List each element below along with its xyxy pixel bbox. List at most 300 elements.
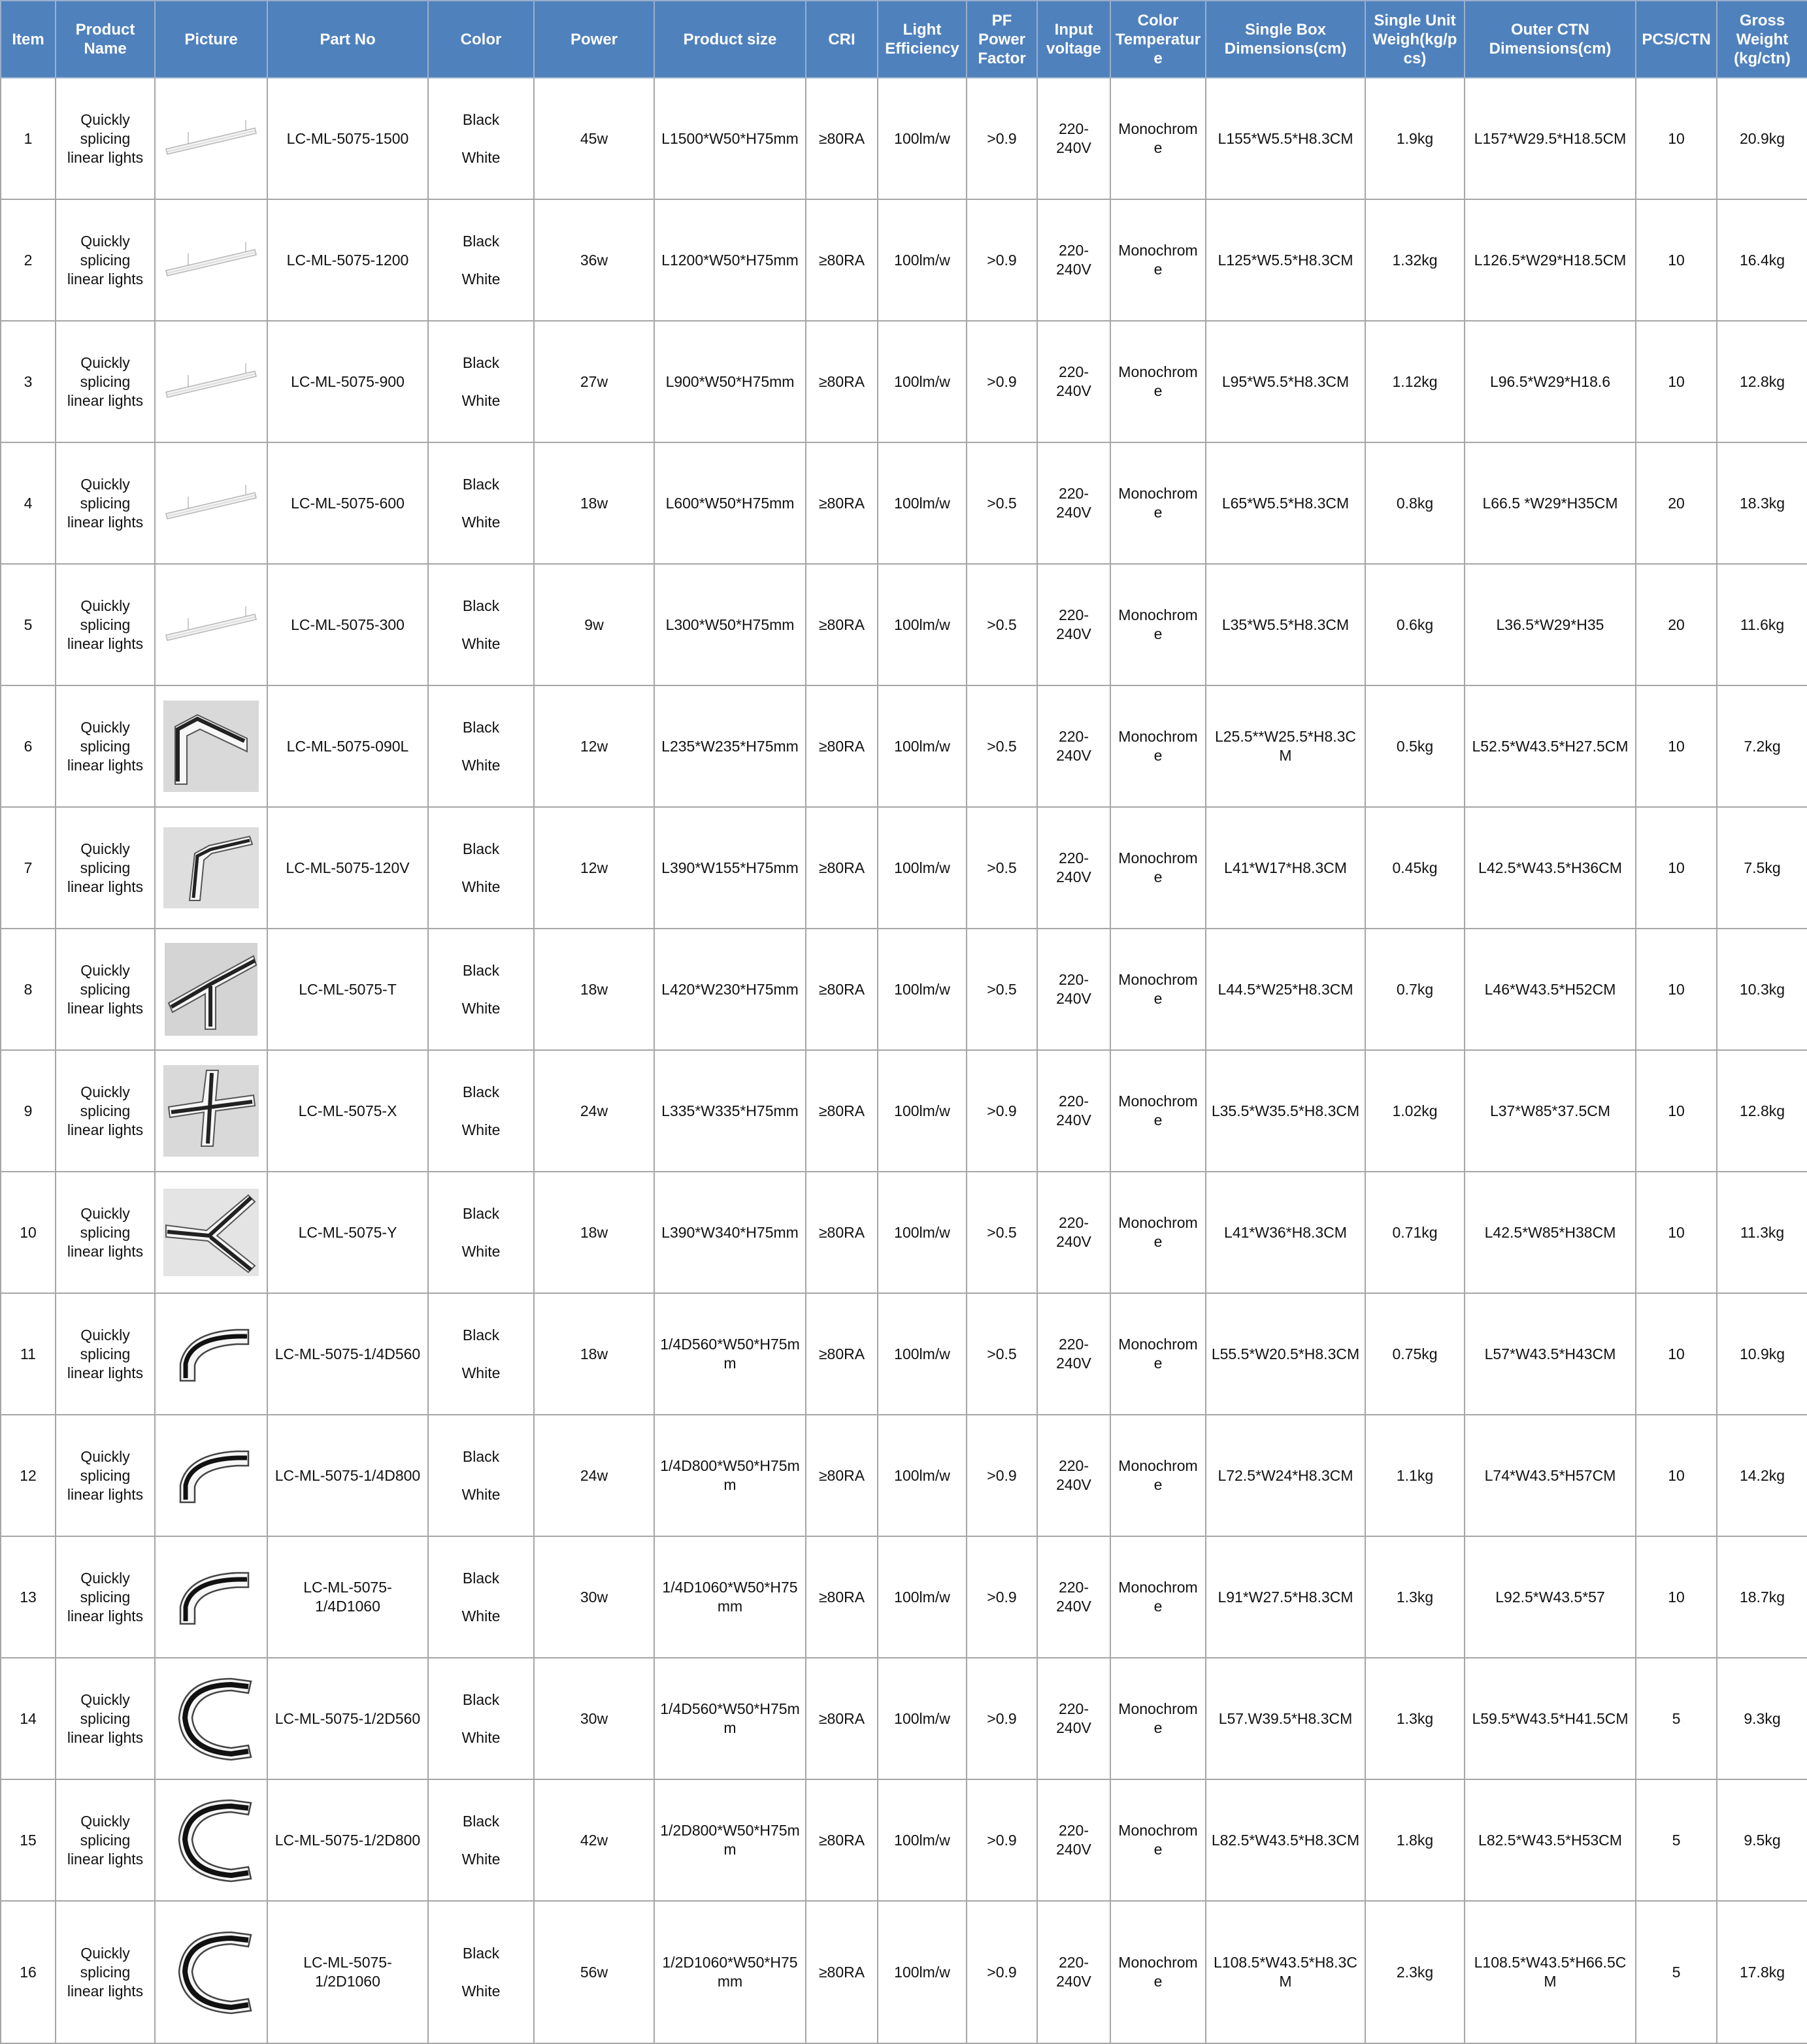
power-cell: 30w [534, 1658, 654, 1779]
color-option-black: Black [462, 1570, 500, 1587]
color-cell [428, 442, 534, 564]
header-single-box-dimensions: Single Box Dimensions(cm) [1206, 1, 1365, 78]
input-voltage-cell: 220-240V [1037, 1050, 1110, 1172]
color-temperature-cell: Monochrome [1110, 1658, 1206, 1779]
product-size-cell: L335*W335*H75mm [654, 1050, 806, 1172]
part-no-cell: LC-ML-5075-300 [267, 564, 428, 685]
header-gross-weight: Gross Weight (kg/ctn) [1717, 1, 1807, 78]
input-voltage-cell: 220-240V [1037, 1415, 1110, 1536]
color-cell [428, 78, 534, 199]
single-box-dimensions-cell: L44.5*W25*H8.3CM [1206, 929, 1365, 1050]
power-cell: 18w [534, 1172, 654, 1293]
part-no-cell: LC-ML-5075-X [267, 1050, 428, 1172]
picture-cell [155, 807, 267, 929]
color-temperature-cell: Monochrome [1110, 199, 1206, 321]
single-box-dimensions-cell: L65*W5.5*H8.3CM [1206, 442, 1365, 564]
picture-cell [155, 321, 267, 442]
half-arc-light-icon [162, 1924, 260, 2020]
product-size-cell: L420*W230*H75mm [654, 929, 806, 1050]
single-unit-weight-cell: 0.71kg [1365, 1172, 1465, 1293]
color-option-white: White [461, 514, 501, 531]
power-factor-cell: >0.5 [967, 564, 1037, 685]
table-row [1, 1172, 1807, 1293]
power-cell: 56w [534, 1901, 654, 2043]
cri-cell: ≥80RA [806, 1779, 878, 1901]
color-option-black: Black [462, 1691, 500, 1708]
power-factor-cell: >0.9 [967, 199, 1037, 321]
color-option-white: White [461, 1000, 501, 1017]
product-name-cell: Quickly splicing linear lights [56, 321, 155, 442]
input-voltage-cell: 220-240V [1037, 1293, 1110, 1415]
pcs-ctn-cell: 10 [1636, 685, 1717, 807]
light-efficiency-cell: 100lm/w [878, 1901, 967, 2043]
pcs-ctn-cell: 10 [1636, 1293, 1717, 1415]
quarter-arc-light-icon [162, 1306, 260, 1402]
light-efficiency-cell: 100lm/w [878, 564, 967, 685]
header-row [1, 1, 1807, 78]
gross-weight-cell: 18.7kg [1717, 1536, 1807, 1658]
outer-ctn-dimensions-cell: L92.5*W43.5*57 [1465, 1536, 1636, 1658]
product-size-cell: 1/2D1060*W50*H75mm [654, 1901, 806, 2043]
product-size-cell: L1200*W50*H75mm [654, 199, 806, 321]
product-size-cell: L600*W50*H75mm [654, 442, 806, 564]
part-no-cell: LC-ML-5075-1/2D560 [267, 1658, 428, 1779]
color-option-white: White [461, 392, 501, 409]
light-efficiency-cell: 100lm/w [878, 321, 967, 442]
table-row [1, 564, 1807, 685]
single-unit-weight-cell: 0.6kg [1365, 564, 1465, 685]
pcs-ctn-cell: 5 [1636, 1779, 1717, 1901]
gross-weight-cell: 10.9kg [1717, 1293, 1807, 1415]
color-temperature-cell: Monochrome [1110, 1779, 1206, 1901]
cri-cell: ≥80RA [806, 1293, 878, 1415]
color-cell [428, 321, 534, 442]
power-factor-cell: >0.9 [967, 1536, 1037, 1658]
cri-cell: ≥80RA [806, 1658, 878, 1779]
item-cell: 5 [1, 564, 56, 685]
product-name-cell: Quickly splicing linear lights [56, 1415, 155, 1536]
color-option-white: White [461, 757, 501, 774]
color-option-black: Black [462, 233, 500, 250]
gross-weight-cell: 17.8kg [1717, 1901, 1807, 2043]
picture-cell [155, 1901, 267, 2043]
gross-weight-cell: 16.4kg [1717, 199, 1807, 321]
outer-ctn-dimensions-cell: L66.5 *W29*H35CM [1465, 442, 1636, 564]
power-cell: 18w [534, 442, 654, 564]
product-size-cell: L300*W50*H75mm [654, 564, 806, 685]
color-temperature-cell: Monochrome [1110, 442, 1206, 564]
cri-cell: ≥80RA [806, 199, 878, 321]
item-cell: 10 [1, 1172, 56, 1293]
light-efficiency-cell: 100lm/w [878, 1779, 967, 1901]
item-cell: 2 [1, 199, 56, 321]
part-no-cell: LC-ML-5075-900 [267, 321, 428, 442]
product-name-cell: Quickly splicing linear lights [56, 1293, 155, 1415]
power-cell: 45w [534, 78, 654, 199]
straight-linear-light-icon [162, 90, 260, 187]
header-picture: Picture [155, 1, 267, 78]
single-unit-weight-cell: 0.45kg [1365, 807, 1465, 929]
pcs-ctn-cell: 10 [1636, 807, 1717, 929]
table-row [1, 1050, 1807, 1172]
header-pcs-ctn: PCS/CTN [1636, 1, 1717, 78]
cri-cell: ≥80RA [806, 929, 878, 1050]
gross-weight-cell: 12.8kg [1717, 321, 1807, 442]
power-factor-cell: >0.9 [967, 321, 1037, 442]
color-option-white: White [461, 635, 501, 652]
picture-cell [155, 1293, 267, 1415]
power-cell: 24w [534, 1415, 654, 1536]
color-cell [428, 1050, 534, 1172]
input-voltage-cell: 220-240V [1037, 442, 1110, 564]
part-no-cell: LC-ML-5075-1/4D560 [267, 1293, 428, 1415]
pcs-ctn-cell: 5 [1636, 1901, 1717, 2043]
power-cell: 27w [534, 321, 654, 442]
single-box-dimensions-cell: L82.5*W43.5*H8.3CM [1206, 1779, 1365, 1901]
color-temperature-cell: Monochrome [1110, 1415, 1206, 1536]
color-cell [428, 1901, 534, 2043]
single-unit-weight-cell: 1.02kg [1365, 1050, 1465, 1172]
product-name-cell: Quickly splicing linear lights [56, 199, 155, 321]
l-connector-light-icon [162, 698, 260, 795]
picture-cell [155, 442, 267, 564]
part-no-cell: LC-ML-5075-1/4D800 [267, 1415, 428, 1536]
product-name-cell: Quickly splicing linear lights [56, 78, 155, 199]
input-voltage-cell: 220-240V [1037, 929, 1110, 1050]
color-temperature-cell: Monochrome [1110, 321, 1206, 442]
color-option-black: Black [462, 476, 500, 493]
power-factor-cell: >0.9 [967, 78, 1037, 199]
product-size-cell: 1/4D560*W50*H75mm [654, 1658, 806, 1779]
single-unit-weight-cell: 1.8kg [1365, 1779, 1465, 1901]
single-unit-weight-cell: 1.9kg [1365, 78, 1465, 199]
outer-ctn-dimensions-cell: L157*W29.5*H18.5CM [1465, 78, 1636, 199]
pcs-ctn-cell: 5 [1636, 1658, 1717, 1779]
part-no-cell: LC-ML-5075-1500 [267, 78, 428, 199]
item-cell: 6 [1, 685, 56, 807]
pcs-ctn-cell: 10 [1636, 1172, 1717, 1293]
color-option-black: Black [462, 840, 500, 857]
single-unit-weight-cell: 0.8kg [1365, 442, 1465, 564]
color-option-black: Black [462, 1448, 500, 1465]
y-connector-light-icon [162, 1184, 260, 1281]
header-part-no: Part No [267, 1, 428, 78]
pcs-ctn-cell: 20 [1636, 442, 1717, 564]
single-box-dimensions-cell: L91*W27.5*H8.3CM [1206, 1536, 1365, 1658]
color-option-black: Black [462, 1083, 500, 1100]
single-unit-weight-cell: 1.3kg [1365, 1658, 1465, 1779]
outer-ctn-dimensions-cell: L42.5*W43.5*H36CM [1465, 807, 1636, 929]
input-voltage-cell: 220-240V [1037, 1172, 1110, 1293]
power-factor-cell: >0.9 [967, 1415, 1037, 1536]
input-voltage-cell: 220-240V [1037, 199, 1110, 321]
single-box-dimensions-cell: L41*W17*H8.3CM [1206, 807, 1365, 929]
product-size-cell: 1/4D1060*W50*H75mm [654, 1536, 806, 1658]
color-temperature-cell: Monochrome [1110, 807, 1206, 929]
x-connector-light-icon [162, 1063, 260, 1159]
product-name-cell: Quickly splicing linear lights [56, 442, 155, 564]
product-name-cell: Quickly splicing linear lights [56, 807, 155, 929]
part-no-cell: LC-ML-5075-Y [267, 1172, 428, 1293]
outer-ctn-dimensions-cell: L108.5*W43.5*H66.5CM [1465, 1901, 1636, 2043]
single-box-dimensions-cell: L125*W5.5*H8.3CM [1206, 199, 1365, 321]
product-name-cell: Quickly splicing linear lights [56, 1779, 155, 1901]
color-cell [428, 1172, 534, 1293]
power-factor-cell: >0.5 [967, 807, 1037, 929]
table-row [1, 1536, 1807, 1658]
header-power-factor: PF Power Factor [967, 1, 1037, 78]
pcs-ctn-cell: 10 [1636, 199, 1717, 321]
gross-weight-cell: 20.9kg [1717, 78, 1807, 199]
product-size-cell: L1500*W50*H75mm [654, 78, 806, 199]
light-efficiency-cell: 100lm/w [878, 1172, 967, 1293]
item-cell: 16 [1, 1901, 56, 2043]
color-cell [428, 929, 534, 1050]
quarter-arc-light-icon [162, 1427, 260, 1524]
single-box-dimensions-cell: L57.W39.5*H8.3CM [1206, 1658, 1365, 1779]
color-option-white: White [461, 1983, 501, 2000]
color-cell [428, 807, 534, 929]
color-option-white: White [461, 878, 501, 895]
gross-weight-cell: 11.3kg [1717, 1172, 1807, 1293]
single-box-dimensions-cell: L108.5*W43.5*H8.3CM [1206, 1901, 1365, 2043]
cri-cell: ≥80RA [806, 442, 878, 564]
cri-cell: ≥80RA [806, 1536, 878, 1658]
gross-weight-cell: 18.3kg [1717, 442, 1807, 564]
color-temperature-cell: Monochrome [1110, 1901, 1206, 2043]
color-option-black: Black [462, 719, 500, 736]
table-row [1, 199, 1807, 321]
picture-cell [155, 685, 267, 807]
gross-weight-cell: 14.2kg [1717, 1415, 1807, 1536]
color-option-black: Black [462, 597, 500, 614]
item-cell: 4 [1, 442, 56, 564]
product-name-cell: Quickly splicing linear lights [56, 1172, 155, 1293]
color-option-white: White [461, 1486, 501, 1503]
single-unit-weight-cell: 1.32kg [1365, 199, 1465, 321]
color-cell [428, 199, 534, 321]
gross-weight-cell: 7.5kg [1717, 807, 1807, 929]
power-factor-cell: >0.5 [967, 929, 1037, 1050]
item-cell: 9 [1, 1050, 56, 1172]
part-no-cell: LC-ML-5075-1200 [267, 199, 428, 321]
gross-weight-cell: 11.6kg [1717, 564, 1807, 685]
table-row [1, 1779, 1807, 1901]
input-voltage-cell: 220-240V [1037, 1536, 1110, 1658]
picture-cell [155, 929, 267, 1050]
item-cell: 8 [1, 929, 56, 1050]
pcs-ctn-cell: 10 [1636, 1536, 1717, 1658]
pcs-ctn-cell: 10 [1636, 78, 1717, 199]
outer-ctn-dimensions-cell: L82.5*W43.5*H53CM [1465, 1779, 1636, 1901]
outer-ctn-dimensions-cell: L74*W43.5*H57CM [1465, 1415, 1636, 1536]
product-name-cell: Quickly splicing linear lights [56, 1658, 155, 1779]
power-cell: 24w [534, 1050, 654, 1172]
input-voltage-cell: 220-240V [1037, 564, 1110, 685]
single-box-dimensions-cell: L35*W5.5*H8.3CM [1206, 564, 1365, 685]
single-unit-weight-cell: 1.12kg [1365, 321, 1465, 442]
color-cell [428, 685, 534, 807]
single-unit-weight-cell: 2.3kg [1365, 1901, 1465, 2043]
part-no-cell: LC-ML-5075-1/2D1060 [267, 1901, 428, 2043]
input-voltage-cell: 220-240V [1037, 321, 1110, 442]
pcs-ctn-cell: 10 [1636, 1050, 1717, 1172]
light-efficiency-cell: 100lm/w [878, 1658, 967, 1779]
outer-ctn-dimensions-cell: L37*W85*37.5CM [1465, 1050, 1636, 1172]
header-cri: CRI [806, 1, 878, 78]
power-factor-cell: >0.9 [967, 1901, 1037, 2043]
item-cell: 12 [1, 1415, 56, 1536]
item-cell: 3 [1, 321, 56, 442]
gross-weight-cell: 12.8kg [1717, 1050, 1807, 1172]
table-row [1, 321, 1807, 442]
color-option-black: Black [462, 1945, 500, 1962]
single-box-dimensions-cell: L35.5*W35.5*H8.3CM [1206, 1050, 1365, 1172]
product-name-cell: Quickly splicing linear lights [56, 1050, 155, 1172]
outer-ctn-dimensions-cell: L96.5*W29*H18.6 [1465, 321, 1636, 442]
item-cell: 14 [1, 1658, 56, 1779]
gross-weight-cell: 9.5kg [1717, 1779, 1807, 1901]
power-factor-cell: >0.5 [967, 685, 1037, 807]
straight-linear-light-icon [162, 333, 260, 430]
input-voltage-cell: 220-240V [1037, 685, 1110, 807]
cri-cell: ≥80RA [806, 1050, 878, 1172]
product-size-cell: 1/2D800*W50*H75mm [654, 1779, 806, 1901]
single-unit-weight-cell: 1.1kg [1365, 1415, 1465, 1536]
table-row [1, 807, 1807, 929]
color-cell [428, 564, 534, 685]
straight-linear-light-icon [162, 212, 260, 308]
light-efficiency-cell: 100lm/w [878, 929, 967, 1050]
cri-cell: ≥80RA [806, 1901, 878, 2043]
picture-cell [155, 1658, 267, 1779]
outer-ctn-dimensions-cell: L126.5*W29*H18.5CM [1465, 199, 1636, 321]
part-no-cell: LC-ML-5075-1/4D1060 [267, 1536, 428, 1658]
quarter-arc-light-icon [162, 1549, 260, 1645]
light-efficiency-cell: 100lm/w [878, 199, 967, 321]
single-box-dimensions-cell: L55.5*W20.5*H8.3CM [1206, 1293, 1365, 1415]
color-option-black: Black [462, 1327, 500, 1343]
product-name-cell: Quickly splicing linear lights [56, 929, 155, 1050]
picture-cell [155, 78, 267, 199]
single-box-dimensions-cell: L25.5**W25.5*H8.3CM [1206, 685, 1365, 807]
power-factor-cell: >0.9 [967, 1658, 1037, 1779]
light-efficiency-cell: 100lm/w [878, 1536, 967, 1658]
power-factor-cell: >0.5 [967, 1293, 1037, 1415]
color-cell [428, 1779, 534, 1901]
color-temperature-cell: Monochrome [1110, 1050, 1206, 1172]
table-row [1, 1658, 1807, 1779]
part-no-cell: LC-ML-5075-1/2D800 [267, 1779, 428, 1901]
input-voltage-cell: 220-240V [1037, 1779, 1110, 1901]
item-cell: 11 [1, 1293, 56, 1415]
straight-linear-light-icon [162, 576, 260, 673]
table-row [1, 685, 1807, 807]
power-factor-cell: >0.5 [967, 1172, 1037, 1293]
cri-cell: ≥80RA [806, 1172, 878, 1293]
gross-weight-cell: 9.3kg [1717, 1658, 1807, 1779]
product-size-cell: L390*W340*H75mm [654, 1172, 806, 1293]
item-cell: 15 [1, 1779, 56, 1901]
color-option-black: Black [462, 1205, 500, 1222]
t-connector-light-icon [162, 941, 260, 1038]
color-temperature-cell: Monochrome [1110, 685, 1206, 807]
picture-cell [155, 1050, 267, 1172]
color-temperature-cell: Monochrome [1110, 929, 1206, 1050]
color-temperature-cell: Monochrome [1110, 1293, 1206, 1415]
color-option-black: Black [462, 354, 500, 371]
color-option-black: Black [462, 111, 500, 128]
input-voltage-cell: 220-240V [1037, 807, 1110, 929]
item-cell: 7 [1, 807, 56, 929]
gross-weight-cell: 10.3kg [1717, 929, 1807, 1050]
cri-cell: ≥80RA [806, 685, 878, 807]
color-cell [428, 1658, 534, 1779]
input-voltage-cell: 220-240V [1037, 1658, 1110, 1779]
power-factor-cell: >0.5 [967, 442, 1037, 564]
single-box-dimensions-cell: L155*W5.5*H8.3CM [1206, 78, 1365, 199]
header-outer-ctn-dimensions: Outer CTN Dimensions(cm) [1465, 1, 1636, 78]
color-cell [428, 1415, 534, 1536]
item-cell: 13 [1, 1536, 56, 1658]
cri-cell: ≥80RA [806, 564, 878, 685]
table-row [1, 1901, 1807, 2043]
v-connector-light-icon [162, 819, 260, 916]
header-single-unit-weight: Single Unit Weigh(kg/pcs) [1365, 1, 1465, 78]
input-voltage-cell: 220-240V [1037, 78, 1110, 199]
product-size-cell: L235*W235*H75mm [654, 685, 806, 807]
part-no-cell: LC-ML-5075-090L [267, 685, 428, 807]
header-color: Color [428, 1, 534, 78]
power-cell: 18w [534, 1293, 654, 1415]
picture-cell [155, 1779, 267, 1901]
input-voltage-cell: 220-240V [1037, 1901, 1110, 2043]
cri-cell: ≥80RA [806, 321, 878, 442]
light-efficiency-cell: 100lm/w [878, 685, 967, 807]
color-option-white: White [461, 1729, 501, 1746]
outer-ctn-dimensions-cell: L46*W43.5*H52CM [1465, 929, 1636, 1050]
power-cell: 42w [534, 1779, 654, 1901]
product-size-cell: 1/4D800*W50*H75mm [654, 1415, 806, 1536]
product-name-cell: Quickly splicing linear lights [56, 1536, 155, 1658]
power-factor-cell: >0.9 [967, 1050, 1037, 1172]
light-efficiency-cell: 100lm/w [878, 1050, 967, 1172]
half-arc-light-icon [162, 1792, 260, 1888]
pcs-ctn-cell: 10 [1636, 321, 1717, 442]
power-cell: 9w [534, 564, 654, 685]
table-row [1, 1293, 1807, 1415]
outer-ctn-dimensions-cell: L57*W43.5*H43CM [1465, 1293, 1636, 1415]
single-box-dimensions-cell: L41*W36*H8.3CM [1206, 1172, 1365, 1293]
part-no-cell: LC-ML-5075-T [267, 929, 428, 1050]
single-unit-weight-cell: 1.3kg [1365, 1536, 1465, 1658]
part-no-cell: LC-ML-5075-600 [267, 442, 428, 564]
picture-cell [155, 199, 267, 321]
single-box-dimensions-cell: L95*W5.5*H8.3CM [1206, 321, 1365, 442]
color-option-white: White [461, 1121, 501, 1138]
color-option-white: White [461, 1851, 501, 1868]
table-header [1, 1, 1807, 78]
pcs-ctn-cell: 10 [1636, 1415, 1717, 1536]
power-cell: 36w [534, 199, 654, 321]
picture-cell [155, 1172, 267, 1293]
header-product-size: Product size [654, 1, 806, 78]
color-cell [428, 1293, 534, 1415]
power-cell: 30w [534, 1536, 654, 1658]
power-factor-cell: >0.9 [967, 1779, 1037, 1901]
outer-ctn-dimensions-cell: L36.5*W29*H35 [1465, 564, 1636, 685]
light-efficiency-cell: 100lm/w [878, 442, 967, 564]
